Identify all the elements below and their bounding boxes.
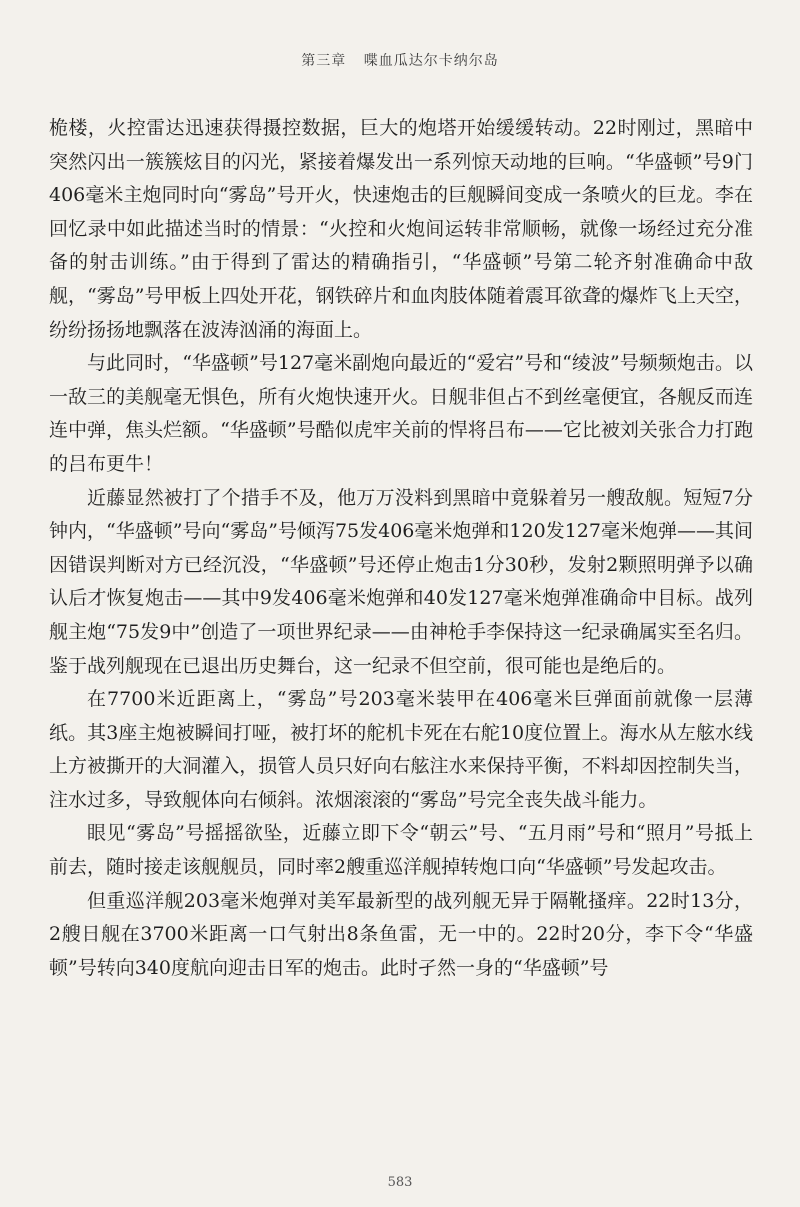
paragraph: 近藤显然被打了个措手不及，他万万没料到黑暗中竟躲着另一艘敌舰。短短7分钟内，“华盛顿”号向“雾岛”号倾泻75发406毫米炮弹和120发127毫米炮弹——其间因错误判断对方已经沉没，“华盛顿”号还停止炮击1分30秒，发射2颗照明弹予以确认后才恢复炮击——其中9发406毫米炮弹和40发127毫米炮弹准确命中目标。战列舰主炮“75发9中”创造了一项世界纪录——由神枪手李保持这一纪录确属实至名归。鉴于战列舰现在已退出历史舞台，这一纪录不但空前，很可能也是绝后的。 [49, 486, 753, 677]
paragraph: 眼见“雾岛”号摇摇欲坠，近藤立即下令“朝云”号、“五月雨”号和“照月”号抵上前去，随时接走该舰舰员，同时率2艘重巡洋舰掉转炮口向“华盛顿”号发起攻击。 [49, 822, 753, 879]
page-number: 583 [387, 1175, 413, 1190]
paragraph: 但重巡洋舰203毫米炮弹对美军最新型的战列舰无异于隔靴搔痒。22时13分，2艘日舰在3700米距离一口气射出8条鱼雷，无一中的。22时20分，李下令“华盛顿”号转向340度航向迎击日军的炮击。此时孑然一身的“华盛顿”号 [49, 889, 753, 979]
body-text [49, 112, 753, 985]
paragraph: 与此同时，“华盛顿”号127毫米副炮向最近的“爱宕”号和“绫波”号频频炮击。以一敌三的美舰毫无惧色，所有火炮快速开火。日舰非但占不到丝毫便宜，各舰反而连连中弹，焦头烂额。“华盛顿”号酷似虎牢关前的悍将吕布——它比被刘关张合力打跑的吕布更牛！ [49, 352, 753, 475]
paragraph: 桅楼，火控雷达迅速获得摄控数据，巨大的炮塔开始缓缓转动。22时刚过，黑暗中突然闪出一簇簇炫目的闪光，紧接着爆发出一系列惊天动地的巨响。“华盛顿”号9门406毫米主炮同时向“雾岛”号开火，快速炮击的巨舰瞬间变成一条喷火的巨龙。李在回忆录中如此描述当时的情景：“火控和火炮间运转非常顺畅，就像一场经过充分准备的射击训练。”由于得到了雷达的精确指引，“华盛顿”号第二轮齐射准确命中敌舰，“雾岛”号甲板上四处开花，钢铁碎片和血肉肢体随着震耳欲聋的爆炸飞上天空，纷纷扬扬地飘落在波涛汹涌的海面上。 [49, 117, 753, 341]
running-header [0, 50, 800, 70]
chapter-title: 喋血瓜达尔卡纳尔岛 [363, 53, 499, 69]
paragraph: 在7700米近距离上，“雾岛”号203毫米装甲在406毫米巨弹面前就像一层薄纸。其3座主炮被瞬间打哑，被打坏的舵机卡死在右舵10度位置上。海水从左舷水线上方被撕开的大洞灌入，损管人员只好向右舷注水来保持平衡，不料却因控制失当，注水过多，导致舰体向右倾斜。浓烟滚滚的“雾岛”号完全丧失战斗能力。 [49, 688, 753, 811]
chapter-label: 第三章 [301, 53, 347, 69]
